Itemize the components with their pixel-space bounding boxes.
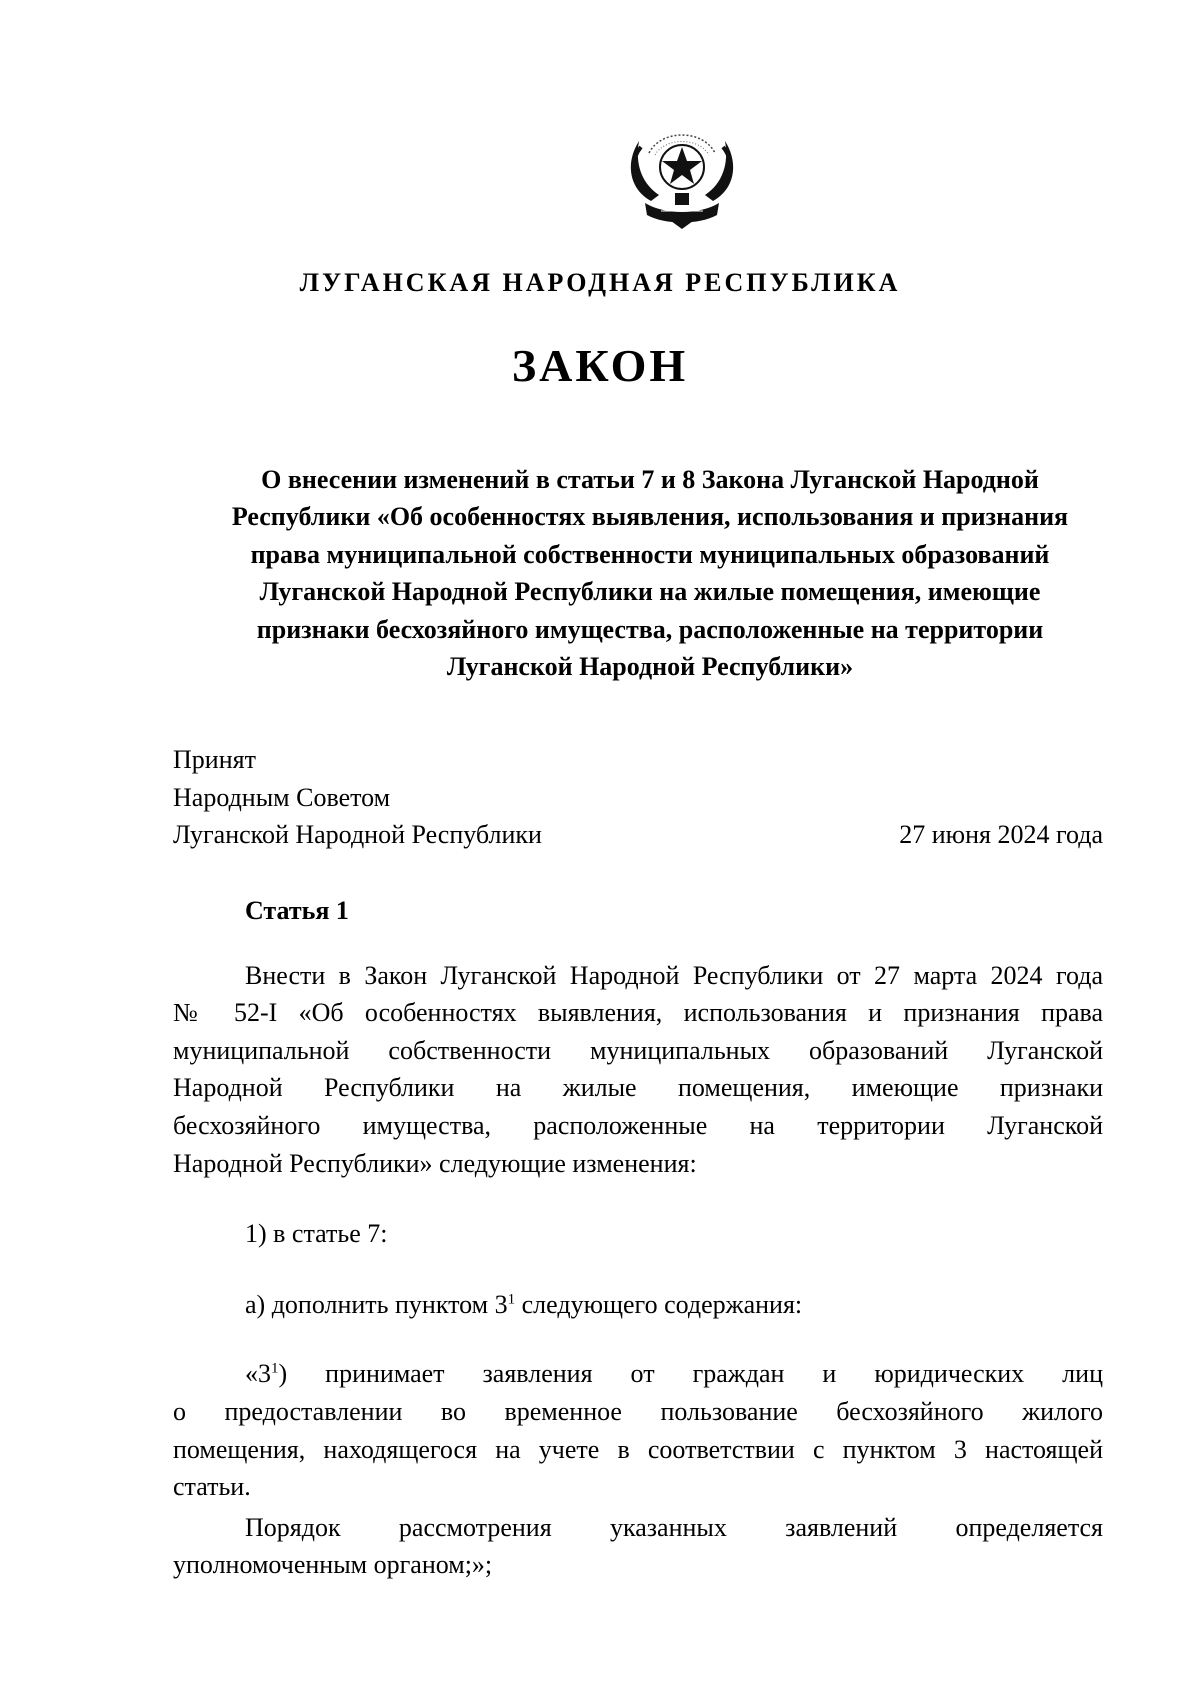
- item-1: 1) в статье 7:: [245, 1219, 388, 1249]
- paragraph-line: Народной Республики на жилые помещения, имеющие признаки: [173, 1073, 1103, 1103]
- adoption-block: [173, 741, 1103, 854]
- republic-name: ЛУГАНСКАЯ НАРОДНАЯ РЕСПУБЛИКА: [299, 268, 901, 297]
- document-type-title: ЗАКОН: [511, 340, 689, 391]
- subject-line: права муниципальной собственности муниципальных образований: [250, 539, 1050, 569]
- item-a: [173, 1286, 1103, 1324]
- lpr-coat-of-arms-icon: [621, 123, 743, 231]
- article-heading: Статья 1: [245, 896, 349, 925]
- paragraph-line: муниципальной собственности муниципальных образований Луганской: [173, 1035, 1103, 1065]
- adoption-line: Принят: [173, 745, 256, 774]
- law-subject-title: [170, 461, 1130, 685]
- superscript: 1: [507, 1291, 516, 1308]
- subject-line: признаки бесхозяйного имущества, расположенные на территории: [256, 614, 1044, 644]
- coat-of-arms-emblem: [621, 123, 743, 231]
- paragraph-line: Народной Республики» следующие изменения:: [173, 1148, 697, 1178]
- paragraph-line: бесхозяйного имущества, расположенные на территории Луганской: [173, 1110, 1103, 1140]
- paragraph-line: Порядок рассмотрения указанных заявлений определяется: [245, 1512, 1103, 1542]
- subject-line: Луганской Народной Республики на жилые помещения, имеющие: [259, 577, 1041, 607]
- paragraph-line: статьи.: [173, 1472, 251, 1502]
- adoption-date: 27 июня 2024 года: [899, 820, 1103, 849]
- paragraph-line: помещения, находящегося на учете в соответствии с пунктом 3 настоящей: [173, 1434, 1103, 1464]
- adoption-line: Луганской Народной Республики: [173, 820, 542, 849]
- item-a-text: следующего содержания:: [515, 1289, 803, 1319]
- item-a-text: а) дополнить пунктом 3: [245, 1289, 508, 1319]
- quote-open: «3: [245, 1359, 271, 1389]
- paragraph-line: уполномоченным органом;»;: [173, 1550, 493, 1580]
- order-paragraph: [173, 1509, 1103, 1584]
- subject-line: Луганской Народной Республики»: [446, 652, 854, 682]
- quote-text: ) принимает заявления от граждан и юридических лиц: [278, 1359, 1103, 1389]
- superscript: 1: [271, 1360, 279, 1377]
- paragraph-line: Внести в Закон Луганской Народной Республики от 27 марта 2024 года: [245, 960, 1103, 990]
- subject-line: О внесении изменений в статьи 7 и 8 Закона Луганской Народной: [261, 465, 1039, 494]
- paragraph-line: о предоставлении во временное пользование бесхозяйного жилого: [173, 1396, 1103, 1426]
- article-intro-paragraph: [173, 957, 1103, 1183]
- quoted-point-paragraph: [173, 1355, 1103, 1505]
- paragraph-line: № 52-I «Об особенностях выявления, использования и признания права: [173, 998, 1103, 1028]
- paragraph-line: [173, 1355, 1103, 1393]
- article-1: [173, 892, 1103, 1584]
- adoption-line: Народным Советом: [173, 782, 391, 812]
- subject-line: Республики «Об особенностях выявления, использования и признания: [231, 502, 1069, 532]
